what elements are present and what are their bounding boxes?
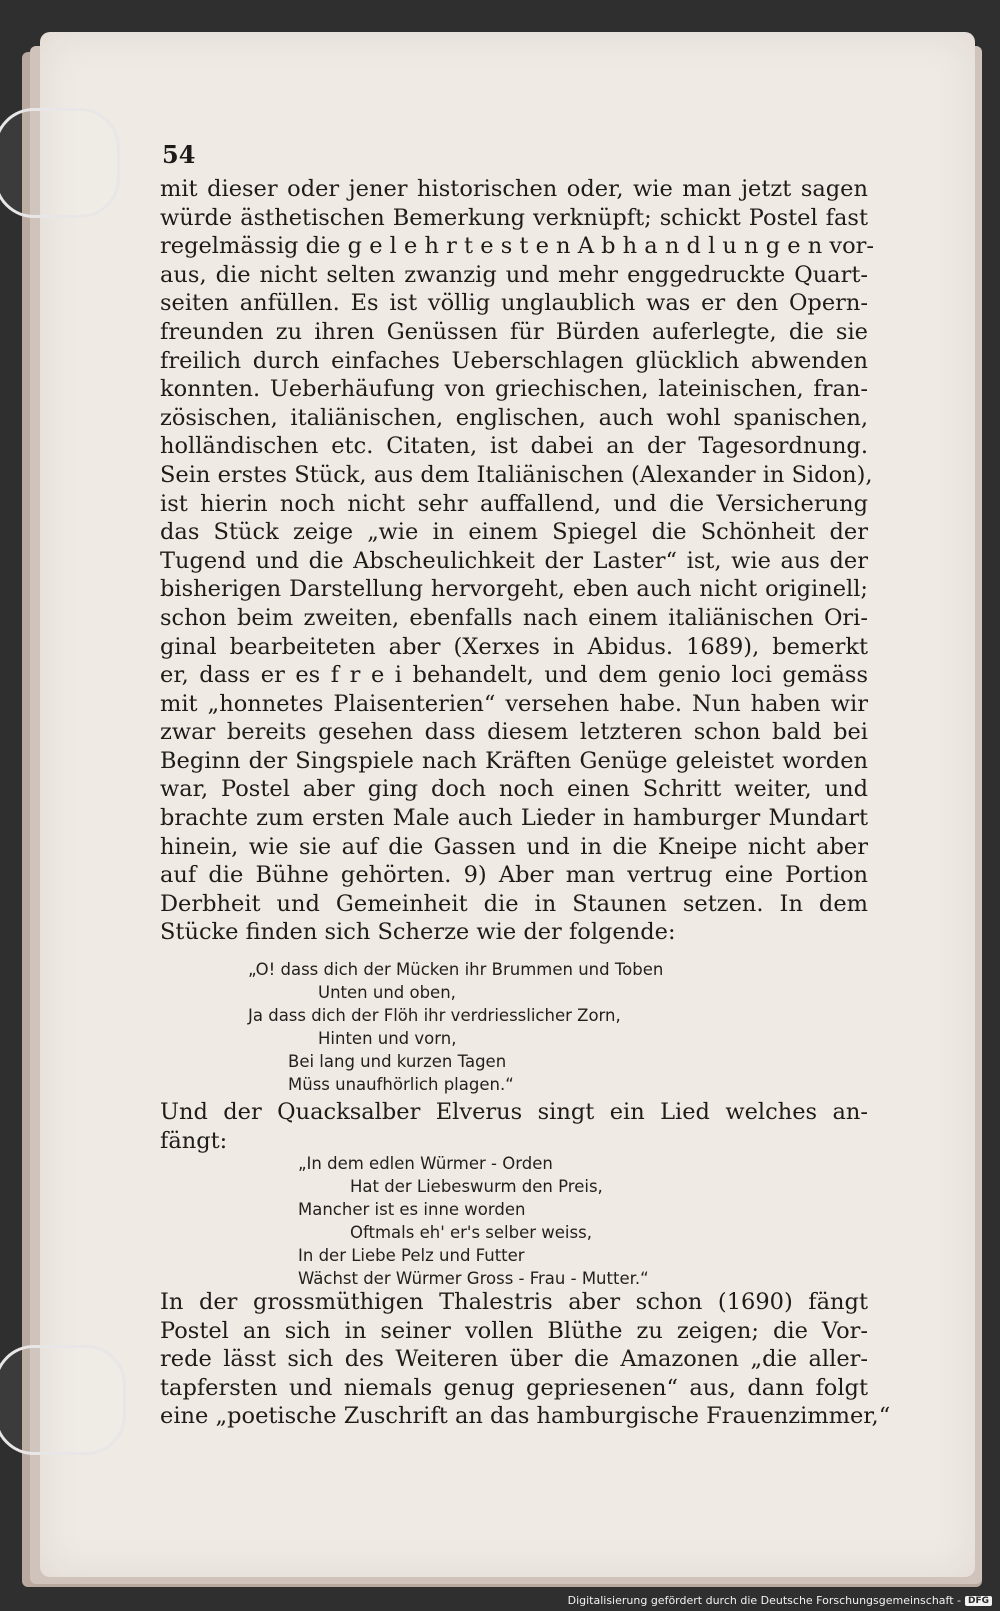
paragraph-main (160, 175, 874, 947)
text-line: Tugend und die Abscheulichkeit der Laster“ ist, wie aus der (160, 547, 868, 574)
text-line: das Stück zeige „wie in einem Spiegel die Schönheit der (160, 519, 868, 546)
text-line: Sein erstes Stück, aus dem Italiänischen (Alexander in Sidon), (160, 461, 873, 488)
text-line: auf die Bühne gehörten. 9) Aber man vertrug eine Portion (160, 862, 868, 889)
text-line: Und der Quacksalber Elverus singt ein Lied welches an- (160, 1099, 868, 1125)
digitization-credit (568, 1594, 992, 1607)
verse-line: Oftmals eh' er's selber weiss, (350, 1223, 592, 1242)
text-line: zwar bereits gesehen dass diesem letzteren schon bald bei (160, 719, 868, 746)
verse-wuermer-orden (298, 1152, 649, 1290)
text-line: Beginn der Singspiele nach Kräften Genüge geleistet worden (160, 747, 868, 774)
text-line: konnten. Ueberhäufung von griechischen, lateinischen, fran- (160, 376, 868, 403)
dfg-logo: DFG (965, 1596, 992, 1606)
text-line: seiten anfüllen. Es ist völlig unglaublich was er den Opern- (160, 290, 868, 317)
text-line: schon beim zweiten, ebenfalls nach einem italiänischen Ori- (160, 604, 868, 631)
text-line: Postel an sich in seiner vollen Blüthe zu zeigen; die Vor- (160, 1317, 868, 1344)
verse-line: In der Liebe Pelz und Futter (298, 1246, 525, 1265)
text-line: brachte zum ersten Male auch Lieder in hamburger Mundart (160, 805, 868, 832)
verse-line: „O! dass dich der Mücken ihr Brummen und Toben (248, 960, 664, 979)
verse-line: „In dem edlen Würmer - Orden (298, 1154, 553, 1173)
text-line: war, Postel aber ging doch noch einen Schritt weiter, und (160, 776, 868, 803)
text-line: aus, die nicht selten zwanzig und mehr enggedruckte Quart- (160, 261, 868, 288)
text-line: In der grossmüthigen Thalestris aber schon (1690) fängt (160, 1289, 868, 1315)
text-line: hinein, wie sie auf die Gassen und in die Kneipe nicht aber (160, 833, 868, 860)
text-line: Stücke finden sich Scherze wie der folgende: (160, 919, 676, 946)
page-number: 54 (162, 140, 196, 169)
text-line: tapfersten und niemals genug gepriesenen“ aus, dann folgt (160, 1374, 868, 1401)
text-line: bisherigen Darstellung hervorgeht, eben auch nicht originell; (160, 576, 868, 603)
text-line: freilich durch einfaches Ueberschlagen glücklich abwenden (160, 347, 868, 374)
text-line: rede lässt sich des Weiteren über die Amazonen „die aller- (160, 1346, 868, 1373)
paper-clip-top (0, 108, 120, 218)
text-line: fängt: (160, 1127, 228, 1154)
verse-line: Bei lang und kurzen Tagen (288, 1052, 507, 1071)
paragraph-thalestris (160, 1288, 891, 1431)
text-line: er, dass er es f r e i behandelt, und dem genio loci gemäss (160, 662, 868, 689)
text-line: ginal bearbeiteten aber (Xerxes in Abidus. 1689), bemerkt (160, 633, 868, 660)
text-line: ist hierin noch nicht sehr auffallend, und die Versicherung (160, 490, 868, 517)
text-line: Derbheit und Gemeinheit die in Staunen setzen. In dem (160, 890, 868, 917)
verse-line: Hinten und vorn, (318, 1029, 457, 1048)
text-line: mit „honnetes Plaisenterien“ versehen habe. Nun haben wir (160, 690, 868, 717)
paragraph-quacksalber (160, 1098, 868, 1155)
verse-line: Hat der Liebeswurm den Preis, (350, 1177, 603, 1196)
text-line: eine „poetische Zuschrift an das hamburgische Frauenzimmer,“ (160, 1403, 891, 1430)
paper-clip-bottom (0, 1345, 126, 1455)
credit-text: Digitalisierung gefördert durch die Deutsche Forschungsgemeinschaft - (567, 1594, 961, 1607)
verse-line: Mancher ist es inne worden (298, 1200, 526, 1219)
verse-line: Wächst der Würmer Gross - Frau - Mutter.“ (298, 1269, 649, 1288)
text-line: regelmässig die g e l e h r t e s t e n A b h a n d l u n g e n vor- (160, 233, 874, 260)
text-line: würde ästhetischen Bemerkung verknüpft; schickt Postel fast (160, 204, 868, 231)
text-line: holländischen etc. Citaten, ist dabei an der Tagesordnung. (160, 433, 868, 460)
verse-line: Ja dass dich der Flöh ihr verdriesslicher Zorn, (248, 1006, 621, 1025)
verse-line: Müss unaufhörlich plagen.“ (288, 1075, 514, 1094)
text-line: zösischen, italiänischen, englischen, auch wohl spanischen, (160, 404, 868, 431)
text-line: mit dieser oder jener historischen oder, wie man jetzt sagen (160, 176, 868, 202)
verse-line: Unten und oben, (318, 983, 456, 1002)
text-line: freunden zu ihren Genüssen für Bürden auferlegte, die sie (160, 318, 868, 345)
verse-mosquito (248, 958, 663, 1096)
